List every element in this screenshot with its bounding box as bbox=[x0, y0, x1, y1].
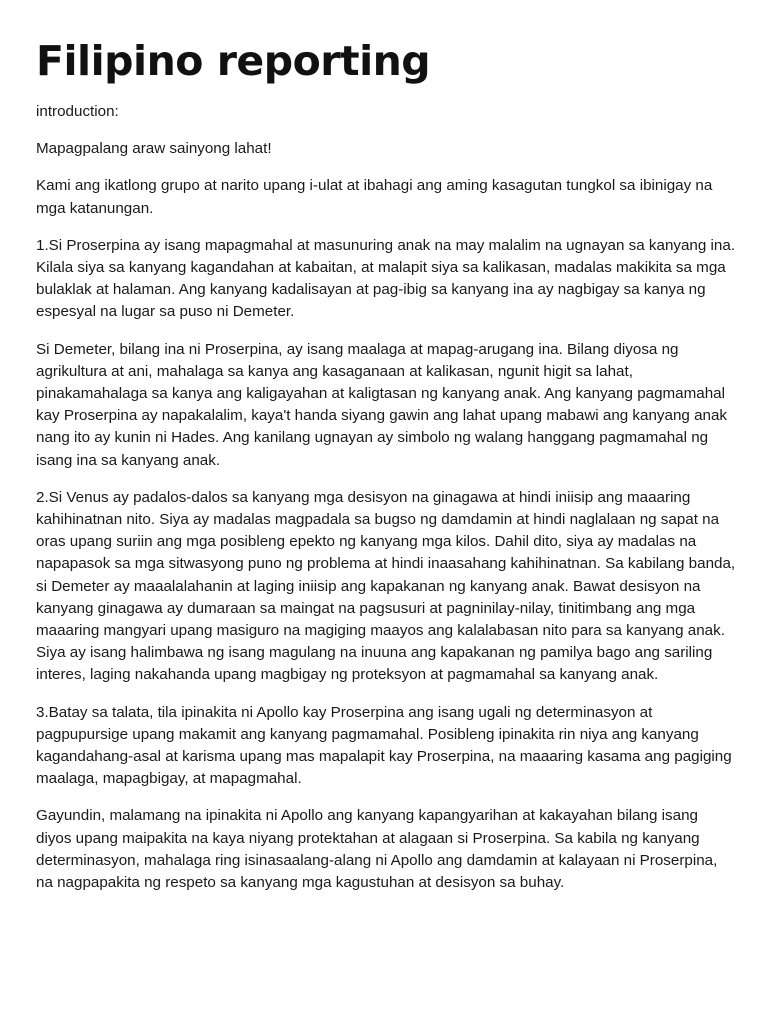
intro-label: introduction: bbox=[36, 103, 119, 120]
document-title: Filipino reporting bbox=[36, 37, 431, 85]
greeting-paragraph: Mapagpalang araw sainyong lahat! bbox=[36, 140, 272, 158]
answer-1-paragraph: 1.Si Proserpina ay isang mapagmahal at masunuring anak na may malalim na ugnayan sa kanyang ina. Kilala siya sa kanyang kagandahan at kabaitan, at malapit siya sa kalikasan, madalas makikita sa mga bulaklak at halaman. Ang kanyang kadalisayan at pag-ibig sa kanyang ina ay nagbigay sa kanya ng espesyal na lugar sa puso ni Demeter. bbox=[36, 236, 736, 321]
document-page bbox=[36, 36, 736, 909]
apollo-paragraph: Gayundin, malamang na ipinakita ni Apollo ang kanyang kapangyarihan at kakayahan bilang isang diyos upang maipakita na kaya niyang protektahan at alagaan si Proserpina. Sa kabila ng kanyang determinasyon, mahalaga ring isinasaalang-alang ni Apollo ang damdamin at kalayaan ni Proserpina, na nagpapakita ng respeto sa kanyang mga kagustuhan at desisyon sa buhay. bbox=[36, 807, 718, 892]
answer-2-paragraph: 2.Si Venus ay padalos-dalos sa kanyang mga desisyon na ginagawa at hindi iniisip ang maaaring kahihinatnan nito. Siya ay madalas magpadala sa bugso ng damdamin at hindi naglalaan ng sapat na oras upang suriin ang mga posibleng epekto ng kanyang mga kilos. Dahil dito, siya ay madalas na napapasok sa mga sitwasyong puno ng problema at hindi inaasahang kahihinatnan. Sa kabilang banda, si Demeter ay maaalalahanin at laging iniisip ang kapakanan ng kanyang anak. Bawat desisyon na kanyang ginagawa ay dumaraan sa maingat na pagsusuri at pagninilay-nilay, tinitimbang ang mga maaaring mangyari upang masiguro na magiging maayos ang kalalabasan nito para sa kanyang anak. Siya ay isang halimbawa ng isang magulang na inuuna ang kapakanan ng pamilya bago ang sariling interes, laging nakahanda upang magbigay ng proteksyon at pagmamahal sa kanyang anak. bbox=[36, 488, 736, 684]
answer-3-paragraph: 3.Batay sa talata, tila ipinakita ni Apollo kay Proserpina ang isang ugali ng determinasyon at pagpupursige upang makamit ang kanyang pagmamahal. Posibleng ipinakita rin niya ang kanyang kagandahang-asal at karisma upang mas mapalapit kay Proserpina, na maaaring kasama ang pagiging maalaga, mapagbigay, at mapagmahal. bbox=[36, 703, 732, 788]
group-intro-paragraph: Kami ang ikatlong grupo at narito upang i-ulat at ibahagi ang aming kasagutan tungkol sa ibinigay na mga katanungan. bbox=[36, 177, 713, 217]
demeter-paragraph: Si Demeter, bilang ina ni Proserpina, ay isang maalaga at mapag-arugang ina. Bilang diyosa ng agrikultura at ani, mahalaga sa kanya ang kasaganaan at kalikasan, ngunit higit sa lahat, pinakamahalaga sa kanya ang kaligayahan at kaligtasan ng kanyang anak. Ang kanyang pagmamahal kay Proserpina ay napakalalim, kaya't handa siyang gawin ang lahat upang mabawi ang kanyang anak nang ito ay kunin ni Hades. Ang kanilang ugnayan ay simbolo ng walang hanggang pagmamahal ng isang ina sa kanyang anak. bbox=[36, 340, 728, 469]
